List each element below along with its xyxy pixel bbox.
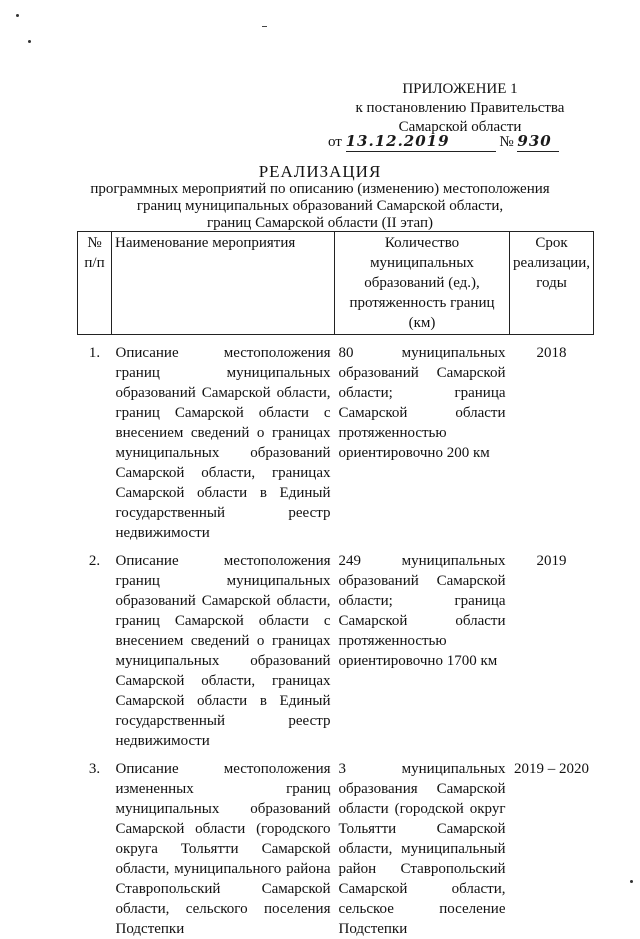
number-field: [517, 132, 559, 152]
date-prefix: от: [328, 134, 342, 150]
document-subtitle: [60, 181, 580, 232]
document-title: РЕАЛИЗАЦИЯ: [258, 162, 382, 181]
subtitle-line: программных мероприятий по описанию (изменению) местоположения: [90, 181, 550, 197]
number-prefix: №: [499, 134, 514, 150]
subtitle-line: границ Самарской области (II этап): [206, 215, 434, 231]
row-term: 2019: [536, 553, 567, 569]
row-name: Описание местоположения границ муниципальных образований Самарской области, границ Самарской области с внесением сведений о границах муниципальных образований Самарской области, границах Самарской области в Единый государственный реестр недвижимости: [115, 553, 331, 749]
row-num: 2.: [88, 553, 101, 569]
table-spacer: [78, 335, 594, 344]
measures-table: [77, 231, 594, 939]
row-quantity: 80 муниципальных образований Самарской области; граница Самарской области протяженностью ориентировочно 200 км: [338, 345, 506, 461]
subtitle-line: границ муниципальных образований Самарской области,: [136, 198, 504, 214]
appendix-block: [330, 80, 590, 137]
header-quantity: Количество муниципальных образований (ед.), протяженность границ (км): [335, 232, 510, 335]
row-quantity: 249 муниципальных образований Самарской области; граница Самарской области протяженностью ориентировочно 1700 км: [338, 553, 506, 669]
date-field: [346, 132, 496, 152]
table-spacer: [78, 543, 594, 551]
scan-speck: [630, 880, 633, 883]
handwritten-date: 13.12.2019: [345, 132, 450, 150]
region-line: Самарской области: [398, 119, 522, 135]
row-num: 3.: [88, 761, 101, 777]
scan-speck: [16, 14, 19, 17]
row-name: Описание местоположения измененных границ муниципальных образований Самарской области (городского округа Тольятти Самарской области, муниципального района Ставропольский Самарской области, сельского поселения Подстепки: [115, 761, 331, 937]
table-header-row: [78, 232, 594, 335]
row-term: 2018: [536, 345, 567, 361]
table-row: [78, 551, 594, 751]
table-row: [78, 759, 594, 939]
handwritten-number: 930: [517, 132, 552, 150]
table-spacer: [78, 751, 594, 759]
scan-speck: [28, 40, 31, 43]
appendix-title: ПРИЛОЖЕНИЕ 1: [402, 81, 518, 97]
row-num: 1.: [88, 345, 101, 361]
header-name: Наименование мероприятия: [112, 232, 335, 335]
header-term: Срок реализации, годы: [510, 232, 594, 335]
row-term: 2019 – 2020: [514, 761, 590, 777]
resolution-line: к постановлению Правительства: [355, 100, 565, 116]
header-num: № п/п: [78, 232, 112, 335]
resolution-date-number: [328, 132, 628, 152]
row-quantity: 3 муниципальных образования Самарской области (городской округ Тольятти Самарской области, муниципальный район Ставропольский Самарской области, сельское поселение Подстепки: [338, 761, 506, 937]
row-name: Описание местоположения границ муниципальных образований Самарской области, границ Самарской области с внесением сведений о границах муниципальных образований Самарской области, границах Самарской области в Единый государственный реестр недвижимости: [115, 345, 331, 541]
scan-speck: [262, 26, 267, 27]
table-row: [78, 343, 594, 543]
